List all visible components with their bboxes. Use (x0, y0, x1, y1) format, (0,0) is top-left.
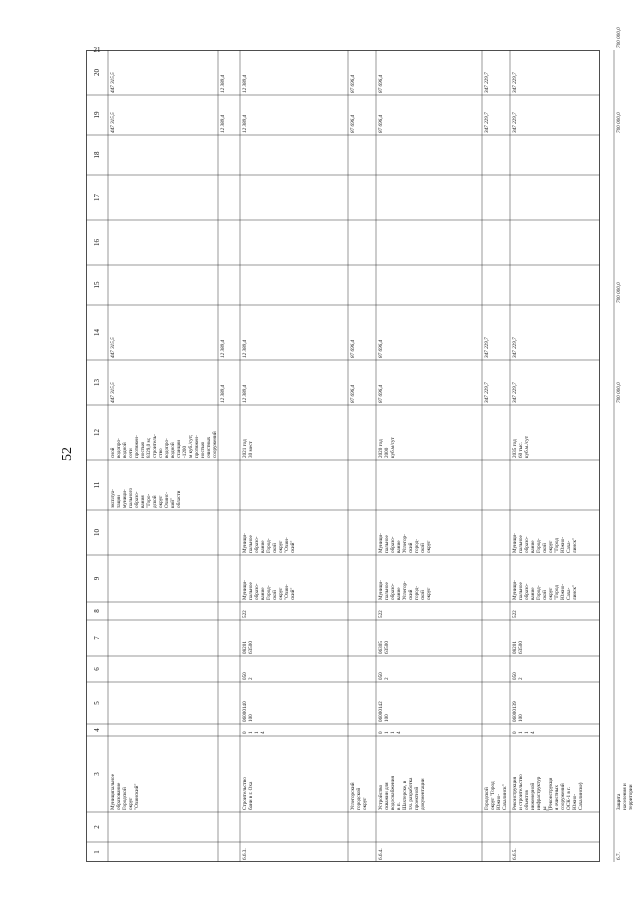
cell-r2-c8 (242, 610, 248, 618)
cell-text: 347 229,7 (512, 382, 518, 403)
cell-r0-c19 (109, 112, 116, 133)
cell-text: сной (110, 447, 116, 458)
cell-text: 87 696,4 (350, 114, 356, 133)
cell-text: 2 (518, 677, 524, 680)
cell-text: пальное (384, 582, 390, 600)
cell-text: инфраструктур (536, 776, 542, 810)
cell-text: 1 (390, 731, 396, 734)
cell-text: "Город (554, 538, 560, 553)
cell-text: 1 (254, 731, 260, 734)
cell-text: ской (542, 543, 548, 553)
cell-r2-c13 (241, 384, 248, 403)
cell-text: 050 (378, 672, 384, 680)
column-header-2: 2 (93, 825, 101, 829)
cell-text: 12 389,4 (220, 384, 226, 403)
cell-r5-c3 (483, 781, 508, 810)
cell-text: водоснабжения (390, 776, 396, 810)
cell-text: ский" (290, 540, 296, 553)
cell-text: 63500 (248, 641, 254, 654)
cell-text: 447 315,5 (110, 72, 116, 93)
cell-text: Углегорский (350, 782, 356, 810)
column-header-15: 15 (93, 281, 101, 289)
cell-text: водной (122, 442, 128, 458)
cell-r4-c7 (378, 641, 390, 654)
cell-text: 6.6.4. (378, 848, 384, 860)
column-header-6: 6 (93, 667, 101, 671)
cell-text: образо- (524, 536, 530, 553)
cell-text: 6.6.5. (512, 848, 518, 860)
cell-text: "Горо- (146, 493, 152, 508)
cell-r2-c7 (242, 641, 254, 654)
cell-r6-c9 (512, 580, 578, 600)
cell-text: Саха- (566, 587, 572, 600)
cell-text: образо- (390, 583, 396, 600)
cell-text: населения и (622, 783, 628, 810)
column-header-8: 8 (93, 609, 101, 613)
cell-r5-c13 (483, 382, 490, 403)
cell-r6-c1 (512, 848, 518, 860)
cell-text: 87 696,4 (350, 384, 356, 403)
cell-text: 2021 год (242, 439, 248, 458)
cell-r2-c3 (242, 777, 254, 810)
cell-r4-c6 (378, 672, 390, 680)
cell-text: ской (420, 543, 426, 553)
budget-table (86, 27, 634, 862)
cell-r4-c20 (377, 74, 384, 93)
cell-text: 30 мест (248, 441, 254, 458)
column-header-9: 9 (93, 576, 101, 581)
cell-r1-c13 (219, 384, 226, 403)
cell-text: округ (278, 587, 284, 600)
cell-text: 2 (248, 677, 254, 680)
cell-text: округ (426, 540, 432, 553)
cell-text: 447 315,5 (110, 337, 116, 358)
cell-text: 700 000,0 (616, 282, 622, 303)
cell-text: округ (362, 797, 368, 810)
cell-text: "Охинский" (134, 783, 140, 810)
cell-r4-c3 (377, 776, 426, 810)
cell-text: 12 389,4 (242, 74, 248, 93)
cell-text: Муници- (242, 533, 248, 553)
cell-text: Сахалинске) (578, 782, 584, 810)
cell-text: т.ч. разработка (408, 777, 414, 810)
cell-text: 0 (378, 731, 384, 734)
cell-text: Устройство (378, 784, 384, 810)
cell-text: 60 тыс. (518, 442, 524, 458)
column-header-21: 21 (93, 46, 101, 54)
cell-r1-c20 (219, 74, 226, 93)
cell-r6-c8 (512, 610, 518, 618)
cell-text: Город- (536, 538, 542, 553)
cell-text: Городской (484, 787, 490, 810)
cell-text: Муниципальное (110, 774, 116, 810)
column-header-13: 13 (93, 379, 101, 386)
cell-text: Город- (266, 585, 272, 600)
cell-text: линск" (572, 537, 578, 553)
cell-r6-c20 (511, 72, 518, 93)
cell-text: образо- (134, 491, 140, 508)
cell-text: 6.6.3. (242, 848, 248, 860)
cell-r4-c19 (377, 114, 384, 133)
cell-text: сети (128, 448, 134, 458)
cell-text: 700 000,0 (616, 112, 622, 133)
cell-text: город- (414, 586, 420, 600)
cell-text: проектной (414, 786, 420, 810)
page-number: 52 (60, 447, 75, 461)
cell-r0-c14 (109, 337, 116, 358)
cell-text: и строительство (518, 774, 524, 810)
cell-r2-c1 (242, 848, 248, 860)
cell-text: ской (542, 590, 548, 600)
cell-text: Углегор- (402, 581, 408, 600)
cell-r2-c14 (241, 339, 248, 358)
cell-text: 8329,0 м; (146, 437, 152, 458)
cell-text: округ "Город (490, 781, 496, 810)
cell-text: пальное (384, 535, 390, 553)
cell-text: 4 (530, 731, 536, 734)
cell-text: водопро- (164, 438, 170, 458)
cell-text: ОСК-1 в г. (566, 787, 572, 810)
cell-r7-c3 (616, 783, 634, 810)
cell-text: сооружений (560, 783, 566, 810)
cell-r6-c14 (511, 337, 518, 358)
cell-text: 87 696,4 (350, 74, 356, 93)
cell-text: Углегор- (402, 534, 408, 553)
cell-text: 08201 (512, 641, 518, 654)
cell-r6-c19 (511, 112, 518, 133)
cell-r6-c12 (512, 435, 530, 458)
cell-text: Охинс- (164, 492, 170, 508)
cell-text: город- (414, 539, 420, 553)
cell-text: бани в г. Оха (248, 781, 254, 810)
cell-text: 522 (378, 610, 384, 618)
cell-text: округ (278, 540, 284, 553)
cell-text: 347 229,7 (512, 337, 518, 358)
cell-text: куб.м./сут (524, 435, 530, 458)
column-header-19: 19 (93, 111, 101, 119)
cell-r1-c14 (219, 339, 226, 358)
cell-r3-c19 (349, 114, 356, 133)
cell-r7-c13 (616, 382, 622, 403)
cell-text: "Город (554, 585, 560, 600)
cell-r4-c5 (378, 701, 390, 722)
cell-text: области (176, 490, 182, 508)
cell-text: ностью (200, 441, 206, 458)
cell-text: 4 (396, 731, 402, 734)
column-header-10: 10 (93, 529, 101, 536)
cell-text: 100 (518, 714, 524, 722)
cell-r2-c9 (242, 580, 296, 600)
cell-r6-c5 (512, 701, 524, 722)
cell-text: строитель- (152, 434, 158, 458)
cell-text: округ (158, 495, 164, 508)
cell-text: 06305 (378, 641, 384, 654)
cell-text: станции (176, 439, 182, 458)
column-header-14: 14 (93, 329, 101, 336)
cell-r7-c19 (616, 112, 622, 133)
cell-text: 1 (248, 731, 254, 734)
cell-text: 2020 год (378, 439, 384, 458)
cell-text: округ (548, 540, 554, 553)
cell-r0-c11 (110, 488, 182, 508)
cell-text: водной (170, 442, 176, 458)
cell-r6-c3 (512, 774, 584, 810)
cell-text: ский (408, 542, 414, 553)
cell-text: вание (530, 587, 536, 600)
cell-text: ский (408, 589, 414, 600)
cell-r2-c12 (242, 439, 254, 458)
cell-text: Южно- (572, 793, 578, 810)
cell-text: Городской (122, 787, 128, 810)
cell-text: 0 (242, 731, 248, 734)
cell-text: 050 (242, 672, 248, 680)
cell-r4-c8 (378, 610, 384, 618)
cell-text: Реконструкция (512, 777, 518, 810)
cell-text: 87 696,4 (350, 339, 356, 358)
column-header-5: 5 (93, 701, 101, 705)
cell-r4-c4 (378, 731, 402, 734)
cell-text: Саха- (566, 540, 572, 553)
cell-r1-c19 (219, 114, 226, 133)
cell-r6-c7 (512, 641, 524, 654)
cell-text: 347 229,7 (484, 337, 490, 358)
cell-r4-c13 (377, 384, 384, 403)
cell-text: вание (260, 540, 266, 553)
cell-text: Южно- (496, 793, 502, 810)
cell-text: 63500 (518, 641, 524, 654)
column-header-11: 11 (93, 481, 101, 489)
cell-r6-c13 (511, 382, 518, 403)
cell-text: 12 389,4 (242, 114, 248, 133)
cell-text: тации (116, 495, 122, 508)
cell-text: вание (260, 587, 266, 600)
cell-text: Южно- (560, 583, 566, 600)
cell-text: 87 696,4 (378, 74, 384, 93)
cell-text: Муници- (378, 533, 384, 553)
cell-text: куб.м/сут (390, 437, 396, 458)
cell-r2-c5 (242, 701, 254, 722)
cell-text: ской (272, 590, 278, 600)
cell-text: вание (530, 540, 536, 553)
cell-text: 2 (384, 677, 390, 680)
cell-text: 06000142 (378, 701, 384, 722)
cell-text: 6.7. (616, 852, 622, 860)
cell-text: округ (426, 587, 432, 600)
cell-text: округ (548, 587, 554, 600)
cell-text: 12 389,4 (242, 339, 248, 358)
cell-text: протяжен- (194, 435, 200, 458)
cell-text: инженерной (530, 782, 536, 810)
cell-text: муници- (122, 489, 128, 508)
cell-r3-c13 (349, 384, 356, 403)
cell-text: образо- (524, 583, 530, 600)
cell-r7-c21 (616, 27, 622, 48)
cell-text: водопро- (116, 438, 122, 458)
cell-text: образо- (254, 583, 260, 600)
rotated-table-svg (86, 27, 634, 862)
cell-r3-c3 (349, 782, 368, 810)
cell-text: Шахтерске, в (402, 780, 408, 810)
cell-text: ский" (290, 587, 296, 600)
cell-r3-c20 (349, 74, 356, 93)
cell-r4-c12 (378, 437, 396, 458)
cell-text: линск" (572, 584, 578, 600)
column-header-7: 7 (93, 636, 101, 640)
cell-text: 0 (512, 731, 518, 734)
cell-text: ской (420, 590, 426, 600)
cell-r2-c4 (242, 731, 266, 734)
cell-text: 2000 (384, 447, 390, 458)
cell-text: ской (272, 543, 278, 553)
cell-text: Муници- (242, 580, 248, 600)
cell-text: образование (116, 782, 122, 810)
cell-text: 050 (512, 672, 518, 680)
cell-text: Муници- (378, 580, 384, 600)
cell-r2-c20 (241, 74, 248, 93)
cell-text: ство (158, 448, 164, 458)
column-header-1: 1 (93, 850, 101, 854)
cell-text: протяжен- (134, 435, 140, 458)
cell-r4-c1 (378, 848, 384, 860)
cell-text: "Охин- (284, 537, 290, 553)
cell-text: пальное (518, 582, 524, 600)
cell-text: 08201 (242, 641, 248, 654)
cell-text: образо- (390, 536, 396, 553)
cell-text: Строительство (242, 777, 248, 810)
cell-text: Защита (616, 793, 622, 810)
cell-r4-c9 (378, 580, 432, 600)
cell-text: округ (128, 797, 134, 810)
cell-text: 700 000,0 (616, 382, 622, 403)
cell-text: вание (396, 540, 402, 553)
cell-text: 347 229,7 (512, 112, 518, 133)
cell-text: образо- (254, 536, 260, 553)
cell-text: 447 315,5 (110, 382, 116, 403)
cell-text: скважин для (384, 782, 390, 810)
cell-text: ы (542, 806, 548, 810)
cell-text: 12 389,4 (242, 384, 248, 403)
cell-text: 100 (384, 714, 390, 722)
cell-text: Муници- (512, 533, 518, 553)
cell-text: территории (628, 784, 634, 810)
cell-text: "Охин- (284, 584, 290, 600)
cell-text: объектов (524, 790, 530, 810)
cell-r4-c10 (378, 533, 432, 553)
cell-text: 447 315,5 (110, 112, 116, 133)
column-header-3: 3 (93, 772, 101, 776)
cell-text: -1200 (182, 445, 188, 458)
cell-text: вание (396, 587, 402, 600)
cell-r2-c19 (241, 114, 248, 133)
cell-text: ностью (140, 441, 146, 458)
cell-r5-c19 (483, 112, 490, 133)
cell-text: 87 696,4 (378, 114, 384, 133)
column-header-20: 20 (93, 69, 101, 76)
cell-r5-c20 (483, 72, 490, 93)
cell-r2-c6 (242, 672, 254, 680)
cell-r6-c6 (512, 672, 524, 680)
cell-text: 1 (384, 731, 390, 734)
cell-text: 347 229,7 (484, 72, 490, 93)
cell-text: 700 000,0 (616, 27, 622, 48)
cell-text: 06000139 (512, 701, 518, 722)
cell-text: Сахалинск" (502, 784, 508, 810)
cell-text: 522 (242, 610, 248, 618)
cell-text: (Реконструкци (548, 777, 554, 810)
cell-text: Город- (266, 538, 272, 553)
cell-text: 347 229,7 (484, 112, 490, 133)
cell-text: Город- (536, 585, 542, 600)
cell-r0-c13 (109, 382, 116, 403)
column-header-18: 18 (93, 151, 101, 159)
cell-text: 522 (512, 610, 518, 618)
column-header-17: 17 (93, 194, 101, 201)
column-header-4: 4 (93, 728, 101, 732)
cell-text: кий" (170, 497, 176, 508)
cell-r6-c4 (512, 731, 536, 734)
cell-text: сооружений (212, 431, 218, 458)
cell-text: 06000140 (242, 701, 248, 722)
cell-r7-c1 (616, 852, 622, 860)
cell-r0-c3 (110, 773, 140, 810)
cell-text: 347 229,7 (512, 72, 518, 93)
cell-text: вания (140, 495, 146, 508)
cell-text: очистных (206, 436, 212, 458)
column-header-16: 16 (93, 239, 101, 246)
cell-text: я очистных (554, 785, 560, 810)
cell-r4-c14 (377, 339, 384, 358)
cell-text: дской (152, 495, 158, 508)
cell-text: 1 (524, 731, 530, 734)
cell-text: 1 (518, 731, 524, 734)
cell-text: 12 389,4 (220, 74, 226, 93)
cell-text: пального (128, 487, 134, 508)
cell-text: 2035 год (512, 439, 518, 458)
cell-text: документации (420, 778, 426, 810)
cell-text: 347 229,7 (484, 382, 490, 403)
cell-text: пальное (248, 535, 254, 553)
cell-r7-c15 (616, 282, 622, 303)
cell-r3-c14 (349, 339, 356, 358)
cell-text: городской (356, 787, 362, 810)
cell-text: Южно- (560, 536, 566, 553)
cell-r2-c10 (242, 533, 296, 553)
cell-text: м куб./сут; (188, 434, 194, 458)
cell-text: 87 696,4 (378, 384, 384, 403)
cell-r0-c20 (109, 72, 116, 93)
cell-text: Муници- (512, 580, 518, 600)
column-header-12: 12 (93, 429, 101, 436)
cell-text: пальное (518, 535, 524, 553)
cell-r6-c10 (512, 533, 578, 553)
cell-text: 4 (260, 731, 266, 734)
cell-text: пальное (248, 582, 254, 600)
cell-text: 12 389,4 (220, 114, 226, 133)
cell-r5-c14 (483, 337, 490, 358)
cell-text: эксплуа- (110, 489, 116, 508)
cell-text: 100 (248, 714, 254, 722)
cell-text: 63500 (384, 641, 390, 654)
cell-text: 12 389,4 (220, 339, 226, 358)
cell-text: 87 696,4 (378, 339, 384, 358)
cell-text: в п. (396, 802, 402, 810)
cell-r0-c12 (109, 431, 218, 458)
